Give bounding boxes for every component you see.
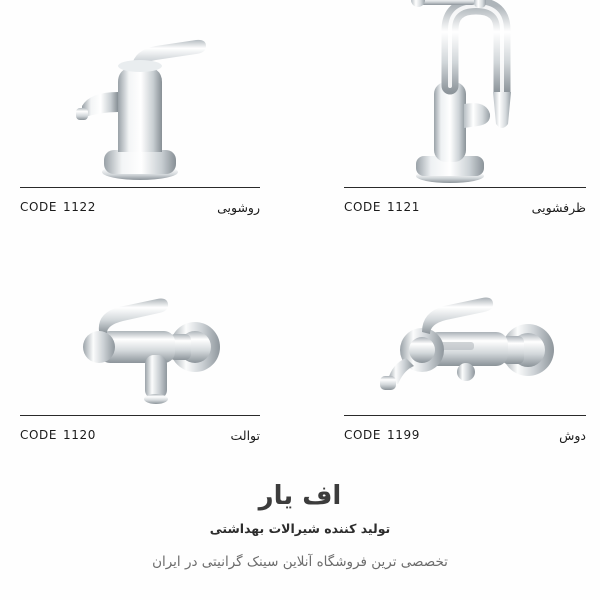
footer <box>0 468 600 600</box>
product-caption <box>20 424 260 446</box>
product-caption <box>344 196 586 218</box>
divider <box>344 415 586 416</box>
brand-logo: اف یار <box>258 481 342 511</box>
product-cell[interactable] <box>0 0 300 228</box>
product-caption <box>344 424 586 446</box>
product-code <box>20 200 96 214</box>
product-code <box>344 200 420 214</box>
product-name: روشویی <box>217 199 260 215</box>
kitchen-faucet-icon <box>344 0 586 186</box>
code-label: CODE <box>20 200 58 214</box>
basin-faucet-icon <box>20 0 260 186</box>
product-caption <box>20 196 260 218</box>
divider <box>20 187 260 188</box>
product-name: دوش <box>559 427 586 443</box>
product-name: ظرفشویی <box>531 199 586 215</box>
code-number: 1199 <box>387 428 420 442</box>
product-cell[interactable] <box>300 0 600 228</box>
code-label: CODE <box>344 200 382 214</box>
product-cell[interactable] <box>0 228 300 456</box>
code-number: 1120 <box>63 428 96 442</box>
shower-mixer-icon <box>344 228 586 414</box>
product-name: توالت <box>230 427 260 443</box>
code-label: CODE <box>344 428 382 442</box>
brand-subline: تخصصی ترین فروشگاه آنلاین سینک گرانیتی در ایران <box>152 553 448 570</box>
toilet-mixer-icon <box>20 228 260 414</box>
code-label: CODE <box>20 428 58 442</box>
divider <box>20 415 260 416</box>
code-number: 1121 <box>387 200 420 214</box>
divider <box>344 187 586 188</box>
brand-tagline: تولید کننده شیرالات بهداشتی <box>209 520 391 536</box>
product-code <box>344 428 420 442</box>
product-code <box>20 428 96 442</box>
code-number: 1122 <box>63 200 96 214</box>
product-cell[interactable] <box>300 228 600 456</box>
